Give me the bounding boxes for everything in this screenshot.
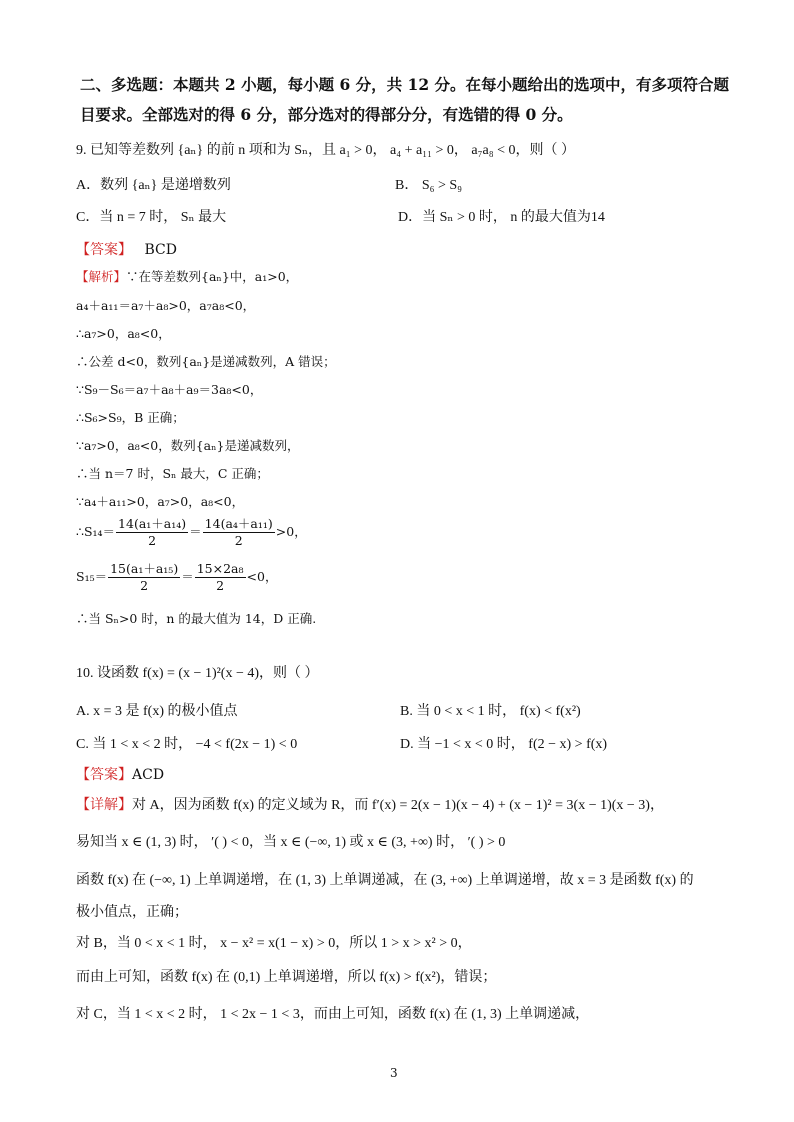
q9-analysis-5: ∵S₉－S₆＝a₇＋a₈＋a₉＝3a₈<0，	[76, 382, 263, 397]
page-number: 3	[390, 1066, 398, 1080]
answer-value: ACD	[132, 767, 165, 783]
section-header-line-1: 二、多选题：本题共 2 小题，每小题 6 分，共 12 分。在每小题给出的选项中，有多项符合题	[80, 75, 730, 94]
s15-fraction-2	[195, 561, 246, 594]
q10-option-b: B. 当 0 < x < 1 时， f(x) < f(x²)	[400, 704, 581, 719]
q10-detail-2: 易知当 x ∈ (1, 3) 时， ′( ) < 0，当 x ∈ (−∞, 1) 或 x ∈ (3, +∞) 时， ′( ) > 0	[76, 835, 506, 850]
section-header-line-2: 目要求。全部选对的得 6 分，部分选对的得部分分，有选错的得 0 分。	[80, 105, 573, 124]
s14-denominator-1: 2	[148, 533, 157, 548]
s14-tail: >0，	[275, 524, 307, 539]
s15-numerator-1: 15(a₁＋a₁₅)	[110, 561, 179, 576]
s14-fraction-2	[203, 516, 275, 549]
s15-lhs: S₁₅＝	[76, 569, 108, 584]
q10-option-a: A. x = 3 是 f(x) 的极小值点	[76, 704, 238, 719]
analysis-text: ∵在等差数列{aₙ}中，a₁>0，	[126, 269, 299, 284]
s15-tail: <0，	[246, 569, 278, 584]
q10-stem: 10. 设函数 f(x) = (x − 1)²(x − 4)，则（ ）	[76, 666, 319, 681]
q9-analysis-3: ∴a₇>0，a₈<0，	[76, 326, 171, 341]
q9-s14-equation	[76, 515, 307, 549]
q9-option-a: A．数列 {aₙ} 是递增数列	[76, 178, 231, 193]
s14-fraction-1	[116, 516, 188, 549]
s14-denominator-2: 2	[234, 533, 243, 548]
q10-detail-3: 函数 f(x) 在 (−∞, 1) 上单调递增，在 (1, 3) 上单调递减，在 (3, +∞) 上单调递增，故 x = 3 是函数 f(x) 的	[76, 873, 694, 888]
q9-analysis-1	[76, 268, 298, 286]
s14-equals: ＝	[189, 524, 202, 539]
q9-analysis-6: ∴S₆>S₉，B 正确；	[76, 410, 185, 425]
q9-stem: 9. 已知等差数列 {aₙ} 的前 n 项和为 Sₙ，且 a₁ > 0， a₄ + a₁₁ > 0， a₇a₈ < 0，则（ ）	[76, 143, 575, 158]
q9-option-d: D．当 Sₙ > 0 时， n 的最大值为14	[398, 210, 605, 225]
answer-tag: 【答案】	[76, 242, 132, 258]
s14-numerator-1: 14(a₁＋a₁₄)	[118, 516, 187, 531]
q9-analysis-2: a₄＋a₁₁＝a₇＋a₈>0，a₇a₈<0，	[76, 298, 256, 313]
s15-denominator-2: 2	[216, 578, 225, 593]
answer-value: BCD	[144, 242, 177, 258]
s14-numerator-2: 14(a₄＋a₁₁)	[204, 516, 273, 531]
detail-tag: 【详解】	[76, 798, 132, 813]
q9-analysis-9: ∵a₄＋a₁₁>0，a₇>0，a₈<0，	[76, 494, 245, 509]
s14-lhs: ∴S₁₄＝	[76, 524, 116, 539]
q10-answer	[76, 766, 164, 784]
q9-analysis-8: ∴当 n＝7 时，Sₙ 最大，C 正确；	[76, 466, 269, 481]
q10-detail-6: 而由上可知，函数 f(x) 在 (0,1) 上单调递增，所以 f(x) > f(x²)，错误；	[76, 970, 497, 985]
q10-option-d: D. 当 −1 < x < 0 时， f(2 − x) > f(x)	[400, 737, 608, 752]
s15-denominator-1: 2	[140, 578, 149, 593]
s15-fraction-1	[108, 561, 180, 594]
q9-analysis-7: ∵a₇>0，a₈<0，数列{aₙ}是递减数列，	[76, 438, 300, 453]
detail-text: 对 A，因为函数 f(x) 的定义域为 R，而 f′(x) = 2(x − 1)(x − 4) + (x − 1)² = 3(x − 1)(x − 3)，	[132, 798, 664, 813]
q10-detail-4: 极小值点，正确；	[76, 905, 188, 920]
q9-option-b: B． S₆ > S₉	[395, 178, 463, 193]
q9-analysis-end: ∴当 Sₙ>0 时，n 的最大值为 14，D 正确.	[76, 611, 317, 626]
s15-numerator-2: 15×2a₈	[196, 561, 244, 576]
q10-option-c: C. 当 1 < x < 2 时， −4 < f(2x − 1) < 0	[76, 737, 298, 752]
q9-analysis-4: ∴公差 d<0，数列{aₙ}是递减数列，A 错误；	[76, 354, 336, 369]
answer-tag: 【答案】	[76, 767, 132, 783]
q9-option-c: C．当 n = 7 时， Sₙ 最大	[76, 210, 227, 225]
q10-detail-7: 对 C，当 1 < x < 2 时， 1 < 2x − 1 < 3，而由上可知，函数 f(x) 在 (1, 3) 上单调递减，	[76, 1007, 590, 1022]
q9-s15-equation	[76, 560, 277, 594]
analysis-tag: 【解析】	[76, 269, 127, 284]
q10-detail-1	[76, 797, 664, 815]
s15-equals: ＝	[181, 569, 194, 584]
q9-answer	[76, 241, 177, 259]
q10-detail-5: 对 B，当 0 < x < 1 时， x − x² = x(1 − x) > 0，所以 1 > x > x² > 0，	[76, 936, 472, 951]
